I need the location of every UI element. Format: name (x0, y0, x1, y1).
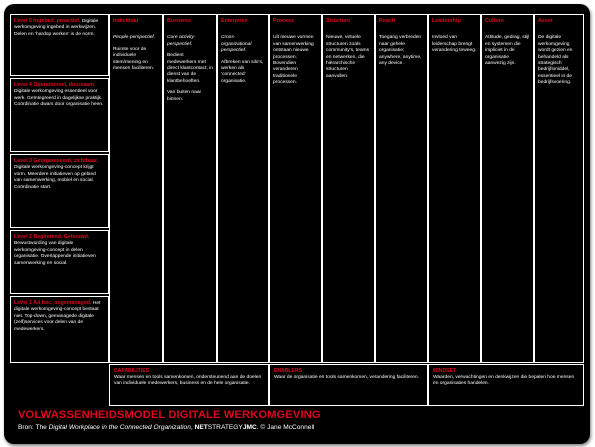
dimension-culture (481, 14, 534, 363)
level-2-box (10, 230, 109, 294)
level-5-text: Digitale werkomgeving ingebed in werkwijzen. Delen en ‘hardop werken’ is de norm. (14, 19, 99, 37)
level-2-title: Level 2 Beginnend, Gebouwd. (14, 234, 90, 240)
source-brand-net: NET (194, 424, 208, 431)
level-5-box (10, 14, 109, 76)
dimension-text: Nieuwe, virtuele structuren zoals community's, teams en netwerken, die hiërarchische structuren aanvullen. (326, 35, 370, 79)
slide-title: VOLWASSENHEIDSMODEL DIGITALE WERKOMGEVING (18, 409, 321, 421)
dimension-structure (322, 14, 375, 363)
dimension-text: De digitale werkomgeving wordt gezien en behandeld als strategisch bedrijfsmiddel, essentieel in de bedrijfsvoering. (538, 35, 573, 86)
dimension-text: Ruimte voor de individuele stem/mening en mensen faciliteren. (113, 46, 155, 72)
dimension-text: Invloed van leiderschap brengt verandering teweeg. (432, 35, 477, 54)
mindset-box (428, 364, 584, 406)
dimension-text: Bedient medewerkers met direct klantcontact; in dienst van de klantbehoeften. (167, 53, 213, 84)
mindset-title: MINDSET (433, 368, 456, 374)
dimension-enterprise (217, 14, 269, 363)
level-4-title: Level 4 Operationeel, duurzaam. (14, 82, 96, 88)
source-sep: , (190, 424, 195, 431)
level-5-title: Level 5 Ingebed, proactief. (14, 18, 81, 24)
mindset-text: Waarden, verwachtingen en denkwijzen die bepalen hoe mensen en organisaties handelen. (433, 375, 575, 387)
dimension-business (163, 14, 217, 363)
dimension-lead: Core activity-perspectief. (167, 35, 196, 47)
dimension-lead: People-perspectief. (113, 35, 156, 41)
capabilities-title: CAPABILITIES (114, 368, 149, 374)
level-1-box (10, 296, 109, 363)
source-prefix: Bron: The (18, 424, 49, 431)
capabilities-box (109, 364, 269, 406)
dimension-title: Asset (538, 18, 553, 24)
enablers-title: ENABLERS (274, 368, 303, 374)
level-3-box (10, 154, 109, 228)
dimension-individual (109, 14, 163, 363)
level-3-text: Digitale werkomgeving-concept krijgt vorm. Meerdere initiatieven op gebied van samenwerking, mobiel en social. Coördinatie start. (14, 165, 96, 190)
dimension-title: Process (273, 18, 294, 24)
source-brand-strategy: STRATEGY (207, 424, 243, 431)
dimension-reach (375, 14, 428, 363)
dimension-title: Individual (113, 18, 139, 24)
enablers-box (269, 364, 428, 406)
source-book: Digital Workplace in the Connected Organization (48, 424, 191, 431)
level-2-text: Bewustwording van digitale werkomgeving-concept in delen organisatie. Overlappende initiatieven samenwerking en social. (14, 241, 96, 266)
dimension-text: Afbreken van silo's, werken als ‘connected’ organisatie. (221, 59, 264, 84)
dimension-extra: Van buiten naar binnen. (167, 90, 202, 102)
level-4-box (10, 78, 109, 152)
level-3-title: Level 3 Georganiseerd, zichtbaar. (14, 158, 99, 164)
dimension-title: Enterprise (221, 18, 248, 24)
source-line (18, 424, 314, 431)
dimension-lead: Cross-organizational perspectief. (221, 35, 252, 54)
level-4-text: Digitale werkomgeving essentieel voor werk. Geïntegreerd in dagelijkse praktijk. Coördinatie dwars door organisatie heen. (14, 89, 104, 108)
dimension-leadership (428, 14, 481, 363)
dimension-text: Toegang verbreden naar gehele organisatie; anywhere, anytime, any device. (379, 35, 422, 67)
dimension-asset (534, 14, 584, 363)
dimension-title: Business (167, 18, 191, 24)
dimension-title: Culture (485, 18, 504, 24)
dimension-title: Structure (326, 18, 350, 24)
slide-board (4, 4, 590, 444)
dimension-text: Uit nieuwe vormen van samenwerking ontstaan nieuwe processen. Bovendien veranderen traditionele processen. (273, 35, 314, 86)
dimension-title: Reach (379, 18, 396, 24)
dimension-text: Attitude, gedrag, stijl en systemen die impliciet in de organisatie aanwezig zijn. (485, 35, 530, 67)
level-1-text: Het digitale werkomgeving-concept bestaat niet. Top-down, gemanagede digitale (zelf)services voor delen van de medewerkers. (14, 301, 101, 332)
dimension-title: Leadership (432, 18, 461, 24)
source-brand-jmc: JMC (242, 424, 257, 431)
level-1-title: Level 1 Ad hoc, ongemanaged. (14, 300, 92, 306)
dimension-process (269, 14, 322, 363)
enablers-text: Waar de organisatie en tools samenkomen, verandering faciliteren. (274, 375, 419, 381)
capabilities-text: Waar mensen en tools samenkomen, ondersteunend aan de doelen van individuele medewerkers, business en de hele organisatie. (114, 375, 262, 387)
source-suffix: . © Jane McConnell (256, 424, 315, 431)
